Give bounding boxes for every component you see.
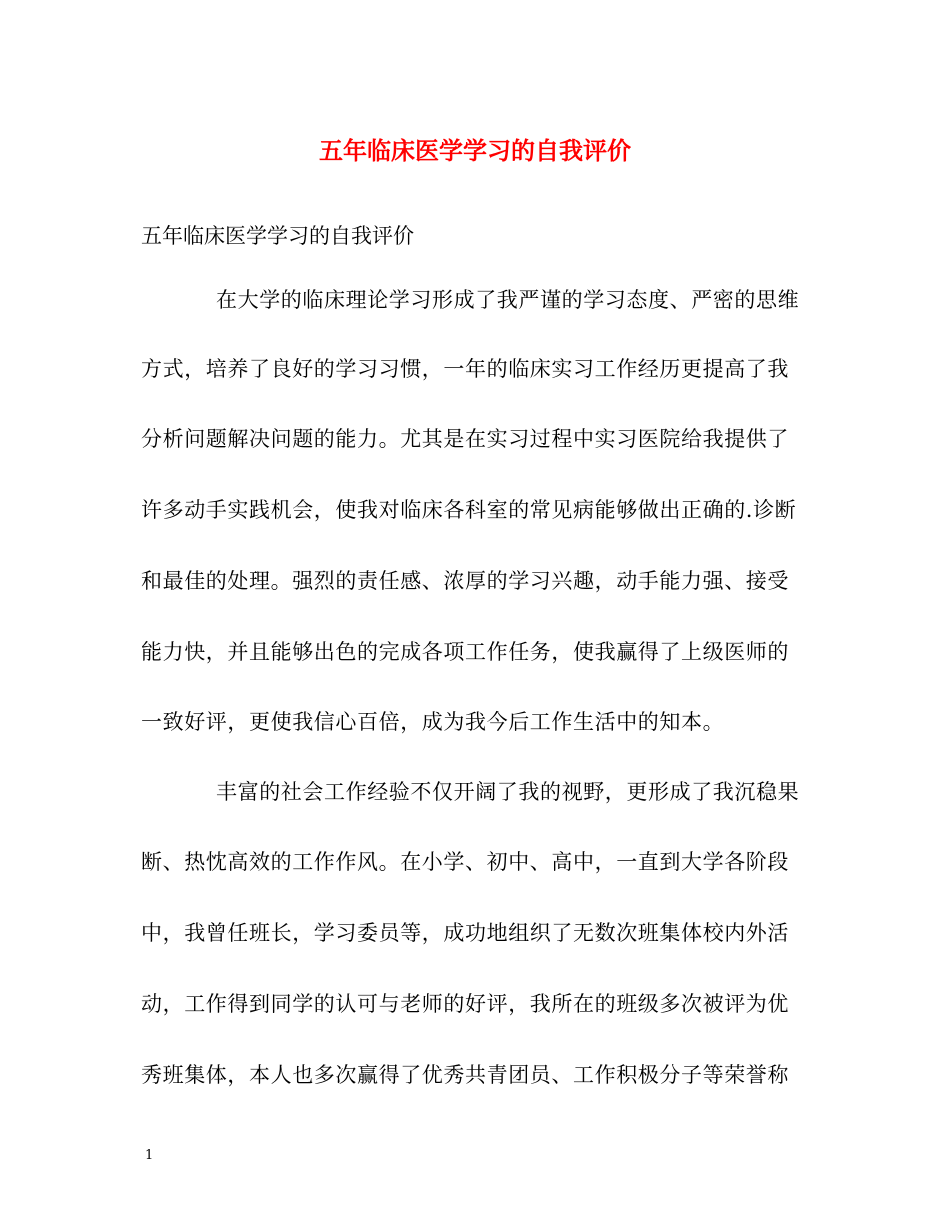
paragraph-line: 动，工作得到同学的认可与老师的好评，我所在的班级多次被评为优	[141, 992, 789, 1016]
paragraph-line: 丰富的社会工作经验不仅开阔了我的视野，更形成了我沉稳果	[216, 780, 800, 804]
paragraph-line: 秀班集体，本人也多次赢得了优秀共青团员、工作积极分子等荣誉称	[141, 1063, 789, 1087]
paragraph-line: 在大学的临床理论学习形成了我严谨的学习态度、严密的思维	[216, 288, 800, 312]
document-title: 五年临床医学学习的自我评价	[319, 136, 631, 165]
paragraph-line: 能力快，并且能够出色的完成各项工作任务，使我赢得了上级医师的	[141, 640, 789, 664]
page-number: 1	[145, 1148, 154, 1163]
paragraph-line: 方式，培养了良好的学习习惯，一年的临床实习工作经历更提高了我	[141, 357, 789, 381]
document-subtitle: 五年临床医学学习的自我评价	[141, 224, 414, 248]
paragraph-line: 断、热忱高效的工作作风。在小学、初中、高中，一直到大学各阶段	[141, 850, 789, 874]
paragraph-line: 中，我曾任班长，学习委员等，成功地组织了无数次班集体校内外活	[141, 921, 789, 945]
paragraph-line: 和最佳的处理。强烈的责任感、浓厚的学习兴趣，动手能力强、接受	[141, 569, 789, 593]
paragraph-line: 一致好评，更使我信心百倍，成为我今后工作生活中的知本。	[141, 710, 725, 734]
paragraph-line: 分析问题解决问题的能力。尤其是在实习过程中实习医院给我提供了	[141, 427, 789, 451]
paragraph-line: 许多动手实践机会，使我对临床各科室的常见病能够做出正确的.诊断	[141, 498, 797, 522]
